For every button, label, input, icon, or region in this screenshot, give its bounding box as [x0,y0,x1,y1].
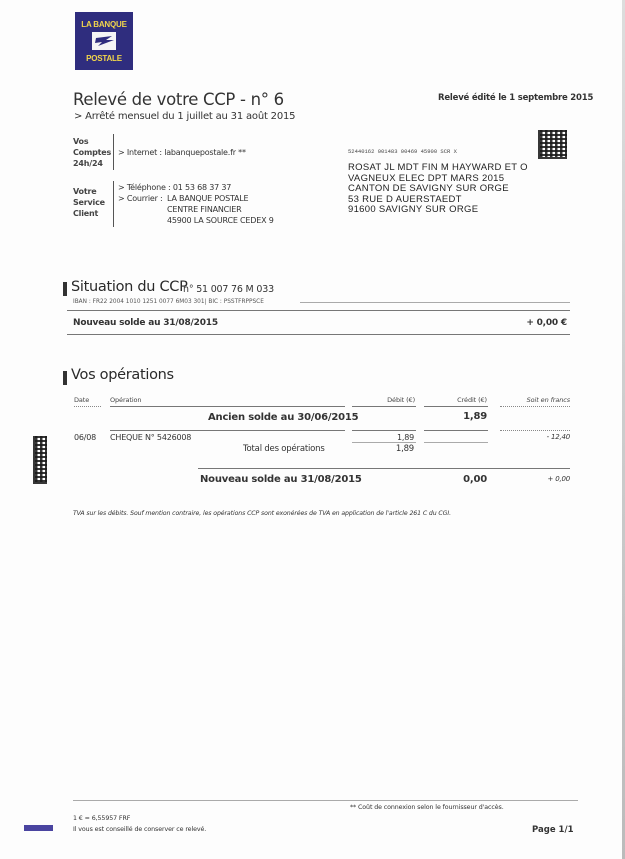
accounts-label [73,136,111,169]
connection-note: ** Coût de connexion selon le fournisseur d'accès. [350,804,504,811]
recipient-address [348,163,528,216]
conversion-rate: 1 € = 6,55957 FRF [73,815,131,822]
bank-logo [75,12,133,70]
statement-period: > Arrêté mensuel du 1 juillet au 31 août 2015 [74,111,296,122]
divider [352,430,416,431]
service-label-line: Votre [73,187,97,196]
divider [352,406,416,407]
mail-line: CENTRE FINANCIER [167,205,242,214]
col-header-francs: Soit en francs [526,396,570,404]
divider [74,406,101,407]
previous-balance-label: Ancien solde au 30/06/2015 [208,412,359,423]
service-label-line: Service [73,198,105,207]
logo-text-top: LA BANQUE [81,20,127,29]
account-number: n° 51 007 76 M 033 [183,284,274,295]
new-balance-label: Nouveau solde au 31/08/2015 [73,318,218,328]
bird-icon [92,32,116,50]
internet-link[interactable]: > Internet : labanquepostale.fr ** [118,148,246,157]
accounts-label-line: Vos [73,137,89,146]
section-marker [63,282,67,296]
new-balance-value: + 0,00 € [526,318,567,328]
service-label [73,186,105,219]
address-line: 53 RUE D AUERSTAEDT [348,193,462,205]
mail-line: LA BANQUE POSTALE [167,194,249,203]
routing-code: 52440162 001483 00469 45900 SCR X [348,148,457,155]
side-barcode [33,436,47,484]
divider [352,442,416,443]
divider [67,310,570,311]
final-balance-label: Nouveau solde au 31/08/2015 [200,474,362,485]
col-header-credit: Crédit (€) [457,396,487,404]
total-label: Total des opérations [243,444,325,454]
row-francs: - 12,40 [546,433,570,441]
divider [67,334,570,335]
mail-address [167,193,274,226]
row-debit: 1,89 [396,433,414,442]
divider [113,181,114,227]
final-balance-credit: 0,00 [463,474,487,485]
divider [110,430,345,431]
address-line: CANTON DE SAVIGNY SUR ORGE [348,183,509,194]
divider [500,430,570,431]
address-line: 91600 SAVIGNY SUR ORGE [348,204,479,215]
address-line: ROSAT JL MDT FIN M HAYWARD ET O [348,162,528,173]
page-number: Page 1/1 [532,825,574,835]
logo-text-bottom: POSTALE [86,54,122,63]
final-balance-francs: + 0,00 [547,475,570,483]
statement-title: Relevé de votre CCP - n° 6 [73,90,284,109]
col-header-date: Date [74,396,90,404]
accounts-label-line: Comptes [73,148,112,157]
mail-label: > Courrier : [118,194,163,203]
operations-title: Vos opérations [71,367,174,383]
datamatrix-code [538,130,567,159]
divider [73,800,578,801]
divider [424,430,488,431]
phone-number: > Téléphone : 01 53 68 37 37 [118,183,232,192]
divider [424,442,488,443]
total-debit: 1,89 [395,444,414,454]
situation-title: Situation du CCP [71,279,188,295]
row-operation: CHEQUE N° 5426008 [110,433,192,442]
edit-date: Relevé édité le 1 septembre 2015 [438,93,594,103]
divider [113,134,114,170]
divider [300,302,570,303]
divider [424,406,488,407]
service-label-line: Client [73,209,99,218]
color-mark [24,825,53,831]
mail-line: 45900 LA SOURCE CEDEX 9 [167,216,274,225]
tva-note: TVA sur les débits. Souf mention contraire, les opérations CCP sont exonérées de TVA en application de l'article 261 C du CGI. [73,510,451,517]
iban-bic: IBAN : FR22 2004 1010 1251 0077 6M03 301| BIC : PSSTFRPPSCE [73,299,264,305]
address-line: VAGNEUX ELEC DPT MARS 2015 [348,172,505,184]
col-header-operation: Opération [110,396,142,404]
divider [500,406,570,407]
section-marker [63,371,67,385]
divider [110,406,345,407]
keep-advice: Il vous est conseillé de conserver ce relevé. [73,826,207,833]
col-header-debit: Débit (€) [387,396,415,404]
row-date: 06/08 [74,433,97,442]
divider [198,468,570,469]
previous-balance-credit: 1,89 [463,411,487,422]
accounts-label-line: 24h/24 [73,159,103,168]
